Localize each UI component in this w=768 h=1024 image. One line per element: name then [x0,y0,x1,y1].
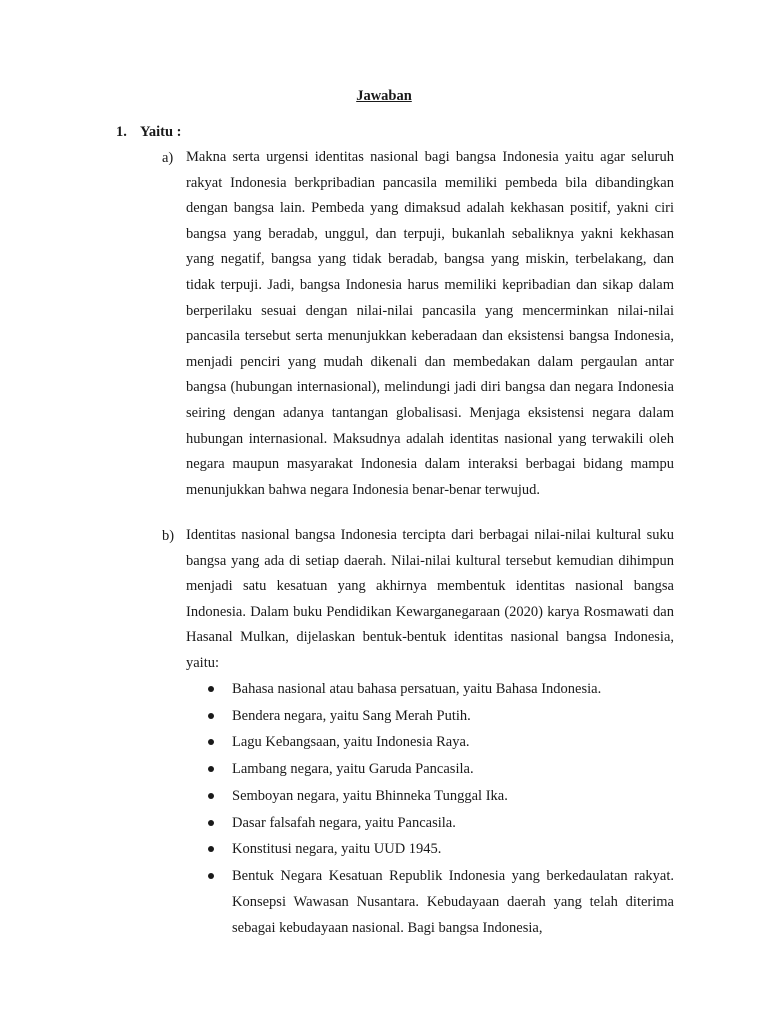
list-item: Bendera negara, yaitu Sang Merah Putih. [208,703,674,730]
question-number: 1. [116,124,127,140]
list-item: Bahasa nasional atau bahasa persatuan, yaitu Bahasa Indonesia. [208,676,674,703]
bullet-icon [208,713,214,719]
list-item: Lagu Kebangsaan, yaitu Indonesia Raya. [208,729,674,756]
list-item: Konstitusi negara, yaitu UUD 1945. [208,836,674,863]
bullet-icon [208,766,214,772]
bullet-icon [208,686,214,692]
item-b-paragraph: Identitas nasional bangsa Indonesia tercipta dari berbagai nilai-nilai kultural suku bangsa yang ada di setiap daerah. Nilai-nilai kultural tersebut kemudian dihimpun menjadi satu kesatuan yang akhirnya membentuk identitas nasional bangsa Indonesia. Dalam buku Pendidikan Kewarganegaraan (2020) karya Rosmawati dan Hasanal Mulkan, dijelaskan bentuk-bentuk identitas nasional bangsa Indonesia, yaitu: [186,527,674,671]
bullet-icon [208,793,214,799]
list-item: Dasar falsafah negara, yaitu Pancasila. [208,810,674,837]
identity-bullet-list [208,676,674,941]
bullet-icon [208,820,214,826]
list-item: Lambang negara, yaitu Garuda Pancasila. [208,756,674,783]
question-1-heading [116,124,182,141]
question-label: Yaitu : [140,124,182,140]
item-b-marker: b) [162,528,175,544]
item-a-marker: a) [162,150,174,166]
list-item: Semboyan negara, yaitu Bhinneka Tunggal Ika. [208,783,674,810]
page-title: Jawaban [356,88,412,104]
bullet-icon [208,846,214,852]
item-a-paragraph: Makna serta urgensi identitas nasional bagi bangsa Indonesia yaitu agar seluruh rakyat Indonesia berkpribadian pancasila memiliki pembeda bila dibandingkan dengan bangsa lain. Pembeda yang dimaksud adalah kekhasan positif, yakni ciri bangsa yang beradab, unggul, dan terpuji, bukanlah sebaliknya yakni kekhasan yang negatif, bangsa yang tidak beradab, bangsa yang miskin, terbelakang, dan tidak terpuji. Jadi, bangsa Indonesia harus memiliki kepribadian dan sikap dalam berperilaku sesuai dengan nilai-nilai pancasila yang mencerminkan nilai-nilai pancasila tersebut serta menunjukkan keberadaan dan eksistensi bangsa Indonesia, menjadi penciri yang mudah dikenali dan membedakan dalam pergaulan antar bangsa (hubungan internasional), melindungi jadi diri bangsa dan negara Indonesia seiring dengan adanya tantangan globalisasi. Menjaga eksistensi negara dalam hubungan internasional. Maksudnya adalah identitas nasional yang terwakili oleh negara maupun masyarakat Indonesia dalam interaksi berbagai bidang mampu menunjukkan bahwa negara Indonesia benar-benar terwujud. [186,149,674,498]
bullet-icon [208,739,214,745]
bullet-icon [208,873,214,879]
list-item: Bentuk Negara Kesatuan Republik Indonesia yang berkedaulatan rakyat. Konsepsi Wawasan Nusantara. Kebudayaan daerah yang telah diterima sebagai kebudayaan nasional. Bagi bangsa Indonesia, [208,863,674,941]
